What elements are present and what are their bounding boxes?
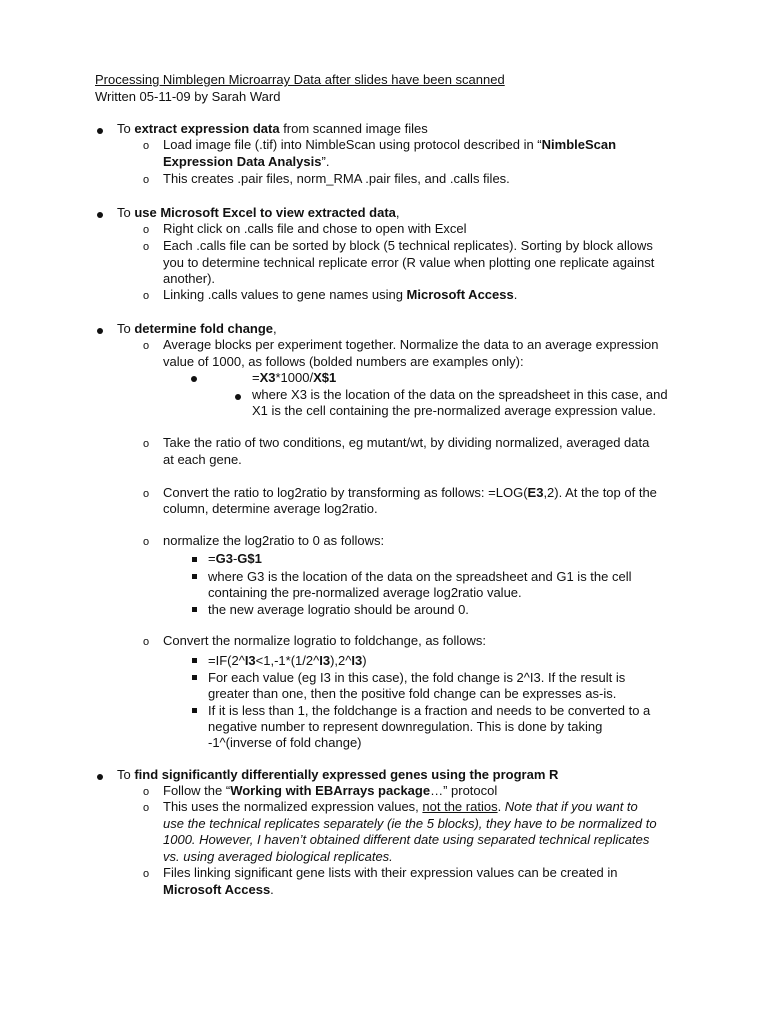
circle-bullet-icon: o — [142, 802, 150, 814]
list-item — [163, 799, 638, 816]
text-run: Load image file (.tif) into NimbleScan using protocol described in “ — [163, 137, 542, 152]
bullet-icon — [231, 388, 245, 405]
list-item-continued: 1000. However, I haven’t obtained different date using separated technical replicates — [163, 832, 650, 847]
list-item: normalize the log2ratio to 0 as follows: — [163, 533, 385, 548]
text-run: , — [273, 321, 277, 336]
underlined-text: not the ratios — [422, 799, 498, 814]
circle-bullet-icon: o — [142, 868, 150, 880]
square-bullet-icon — [187, 550, 201, 567]
bullet-icon — [187, 370, 201, 387]
text-run: To — [117, 321, 135, 336]
text-run: <1,-1*(1/2^ — [255, 653, 320, 668]
list-item: For each value (eg I3 in this case), the fold change is 2^I3. If the result is — [208, 670, 626, 685]
square-bullet-icon — [187, 600, 201, 617]
circle-bullet-icon: o — [142, 224, 150, 236]
text-run: . — [513, 287, 518, 302]
list-item: Files linking significant gene lists with their expression values can be created in — [163, 865, 618, 880]
bold-text: Microsoft Access — [406, 287, 514, 302]
bullet-icon — [93, 206, 107, 223]
list-item: Convert the normalize logratio to foldchange, as follows: — [163, 633, 487, 648]
bold-text: X$1 — [313, 370, 337, 385]
square-bullet-icon — [187, 701, 201, 718]
section-excel-heading — [117, 205, 400, 222]
list-item: the new average logratio should be around 0. — [208, 602, 469, 617]
bold-text: E3 — [527, 485, 544, 500]
text-run: = — [252, 370, 260, 385]
italic-text: Note that if you want to — [504, 799, 638, 814]
formula-log-normalize — [208, 551, 262, 568]
list-item-continued: you to determine technical replicate error (R value when plotting one replicate against — [163, 255, 655, 270]
bold-text: I3 — [351, 653, 363, 668]
bold-text: X3 — [259, 370, 276, 385]
list-item — [163, 287, 517, 304]
text-run: ”. — [321, 154, 330, 169]
list-item: Right click on .calls file and chose to open with Excel — [163, 221, 467, 236]
circle-bullet-icon: o — [142, 536, 150, 548]
text-run: . — [270, 882, 274, 897]
text-run: - — [232, 551, 238, 566]
text-run: To — [117, 767, 135, 782]
section-fold-change-heading — [117, 321, 277, 338]
circle-bullet-icon: o — [142, 786, 150, 798]
bold-text: I3 — [319, 653, 331, 668]
list-item — [163, 485, 657, 502]
list-item-continued: use the technical replicates separately (ie the 5 blocks), they have to be normalized to — [163, 816, 657, 831]
bold-text: I3 — [244, 653, 256, 668]
text-run: To — [117, 121, 135, 136]
text-run: , — [395, 205, 400, 220]
list-item: Average blocks per experiment together. Normalize the data to an average expression — [163, 337, 659, 352]
bold-text: G3 — [215, 551, 233, 566]
text-run: Follow the “ — [163, 783, 231, 798]
list-item: where G3 is the location of the data on the spreadsheet and G1 is the cell — [208, 569, 632, 584]
circle-bullet-icon: o — [142, 340, 150, 352]
bullet-icon — [93, 322, 107, 339]
square-bullet-icon — [187, 567, 201, 584]
text-run: ),2^ — [330, 653, 352, 668]
text-run: . — [497, 799, 505, 814]
text-run: =IF(2^ — [208, 653, 245, 668]
text-run: This uses the normalized expression values, — [163, 799, 423, 814]
list-item-continued — [163, 882, 274, 899]
square-bullet-icon — [187, 668, 201, 685]
section-r-heading — [117, 767, 558, 784]
list-item-continued: value of 1000, as follows (bolded numbers are examples only): — [163, 354, 524, 369]
formula-normalize — [252, 370, 336, 387]
circle-bullet-icon: o — [142, 241, 150, 253]
circle-bullet-icon: o — [142, 290, 150, 302]
list-item-continued: X1 is the cell containing the pre-normalized average expression value. — [252, 403, 656, 418]
list-item-continued: negative number to represent downregulation. This is done by taking — [208, 719, 603, 734]
bold-text: find significantly differentially expressed genes using the program R — [134, 767, 559, 782]
list-item-continued: column, determine average log2ratio. — [163, 501, 378, 516]
text-run: from scanned image files — [279, 121, 428, 136]
section-extract-heading — [117, 121, 428, 138]
list-item: If it is less than 1, the foldchange is a fraction and needs to be converted to a — [208, 703, 651, 718]
circle-bullet-icon: o — [142, 140, 150, 152]
text-run: ) — [362, 653, 367, 668]
text-run: …” protocol — [430, 783, 498, 798]
list-item: Each .calls file can be sorted by block (5 technical replicates). Sorting by block allows — [163, 238, 653, 253]
circle-bullet-icon: o — [142, 488, 150, 500]
circle-bullet-icon: o — [142, 174, 150, 186]
list-item-continued: -1^(inverse of fold change) — [208, 735, 362, 750]
list-item-continued: another). — [163, 271, 216, 286]
bullet-icon — [93, 122, 107, 139]
text-run: = — [208, 551, 216, 566]
circle-bullet-icon: o — [142, 438, 150, 450]
list-item: where X3 is the location of the data on the spreadsheet in this case, and — [252, 387, 668, 402]
bold-text: NimbleScan — [541, 137, 617, 152]
list-item — [163, 137, 616, 154]
document-author-line: Written 05-11-09 by Sarah Ward — [95, 89, 281, 104]
circle-bullet-icon: o — [142, 636, 150, 648]
text-run: Convert the ratio to log2ratio by transforming as follows: =LOG( — [163, 485, 528, 500]
bold-text: Expression Data Analysis — [163, 154, 322, 169]
formula-foldchange — [208, 653, 367, 670]
list-item: Take the ratio of two conditions, eg mutant/wt, by dividing normalized, averaged data — [163, 435, 650, 450]
square-bullet-icon — [187, 651, 201, 668]
list-item — [163, 783, 497, 800]
bold-text: Microsoft Access — [163, 882, 271, 897]
bold-text: Working with EBArrays package — [230, 783, 431, 798]
bold-text: extract expression data — [134, 121, 280, 136]
list-item: This creates .pair files, norm_RMA .pair files, and .calls files. — [163, 171, 510, 186]
list-item-continued: containing the pre-normalized average log2ratio value. — [208, 585, 522, 600]
text-run: ,2). At the top of the — [543, 485, 657, 500]
list-item-continued: at each gene. — [163, 452, 242, 467]
text-run: *1000/ — [275, 370, 314, 385]
list-item-continued — [163, 154, 329, 171]
bullet-icon — [93, 768, 107, 785]
bold-text: determine fold change — [134, 321, 274, 336]
bold-text: G$1 — [237, 551, 262, 566]
bold-text: use Microsoft Excel to view extracted data — [134, 205, 396, 220]
document-title: Processing Nimblegen Microarray Data after slides have been scanned — [95, 72, 505, 87]
list-item-continued: vs. using averaged biological replicates. — [163, 849, 393, 864]
text-run: Linking .calls values to gene names using — [163, 287, 407, 302]
text-run: To — [117, 205, 135, 220]
list-item-continued: greater than one, then the positive fold change can be expresses as-is. — [208, 686, 617, 701]
